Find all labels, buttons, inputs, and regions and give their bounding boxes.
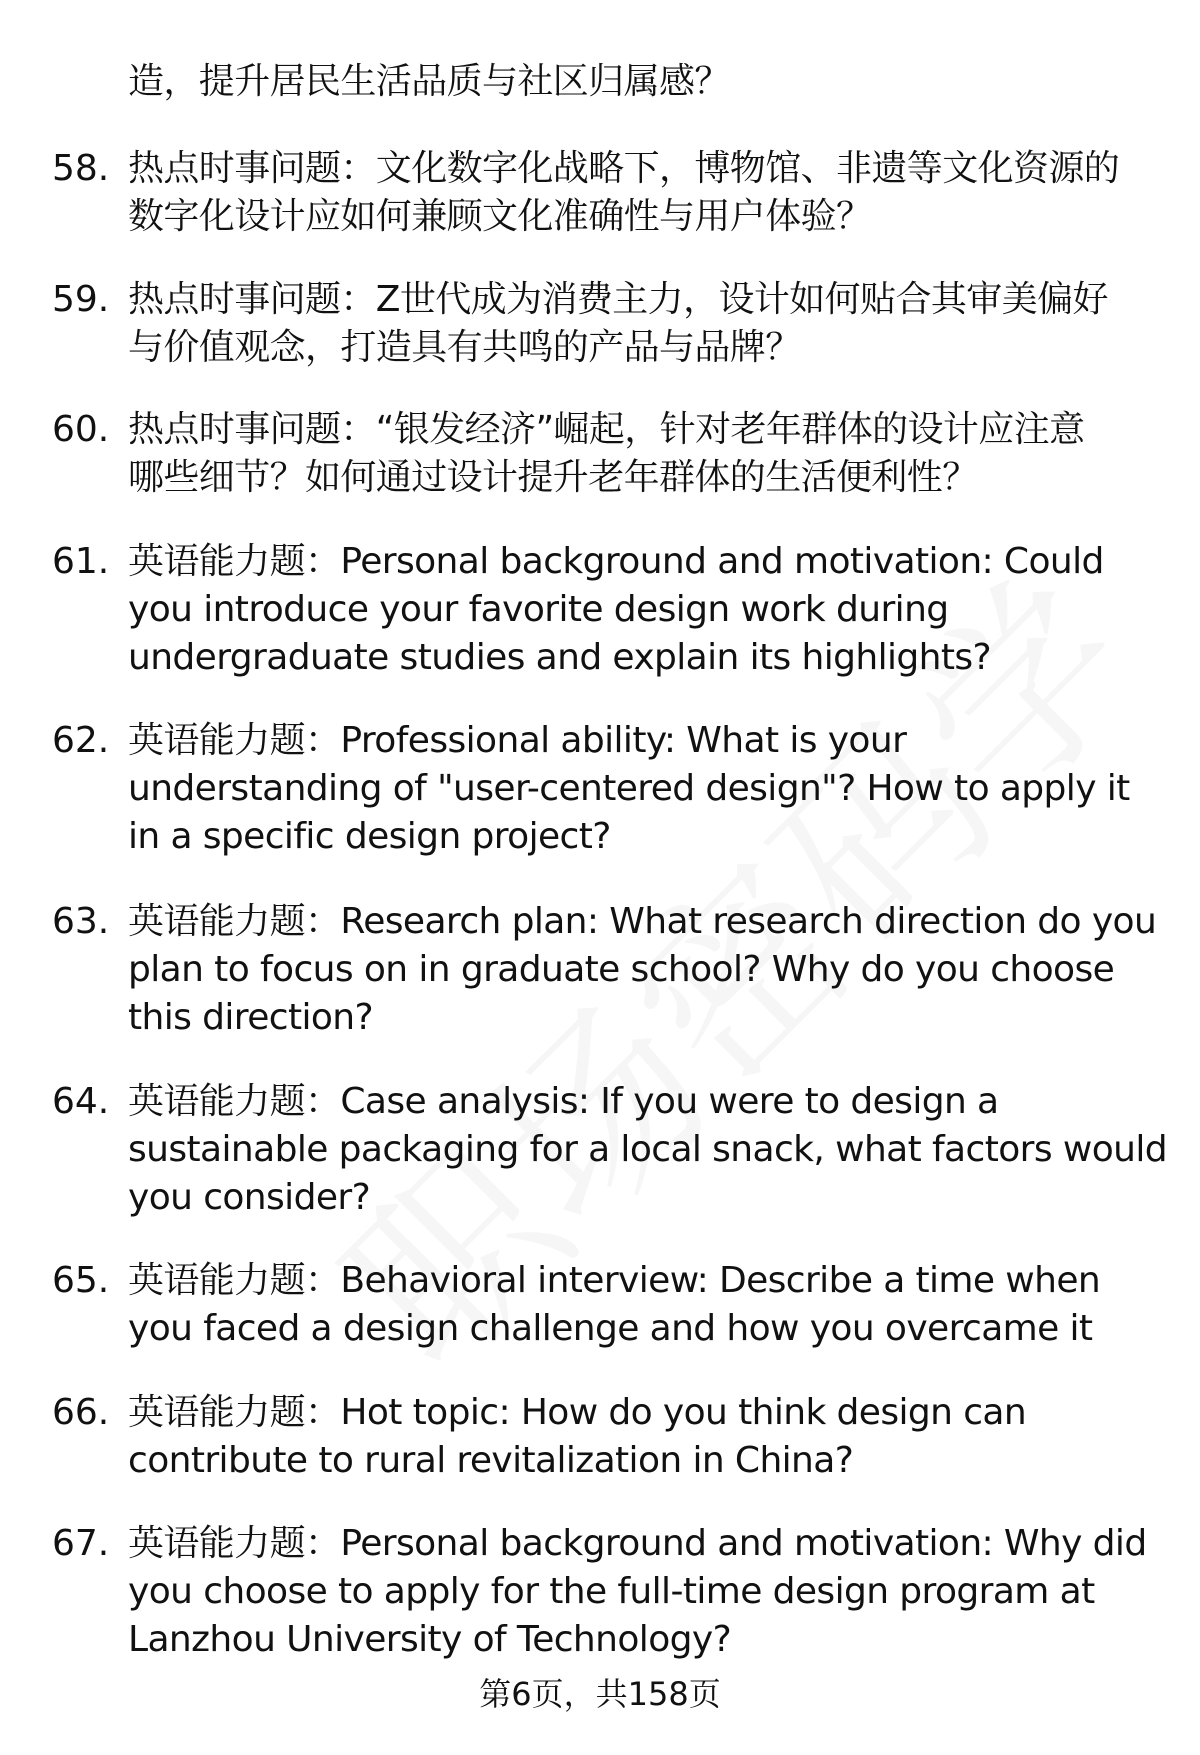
- line: 英语能力题：Behavioral interview: Describe a time when: [128, 1260, 1101, 1301]
- line: Lanzhou University of Technology?: [128, 1619, 732, 1660]
- question-text: [128, 1520, 1147, 1664]
- line: 与价值观念，打造具有共鸣的产品与品牌？: [128, 327, 801, 368]
- question-number: 64.: [52, 1081, 110, 1122]
- line: you faced a design challenge and how you overcame it: [128, 1308, 1093, 1349]
- line: you introduce your favorite design work during: [128, 589, 949, 630]
- line: contribute to rural revitalization in China?: [128, 1440, 854, 1481]
- question-text: [128, 406, 1085, 502]
- question-number: 65.: [52, 1260, 110, 1301]
- question-text: [128, 276, 1108, 372]
- line: 英语能力题：Research plan: What research direction do you: [128, 901, 1157, 942]
- question-text: [128, 898, 1156, 1042]
- question-number: 62.: [52, 720, 110, 761]
- line: sustainable packaging for a local snack, what factors would: [128, 1129, 1167, 1170]
- line: you choose to apply for the full-time design program at: [128, 1571, 1095, 1612]
- question-number: 63.: [52, 901, 110, 942]
- line: you consider?: [128, 1177, 371, 1218]
- line: 英语能力题：Professional ability: What is your: [128, 720, 907, 761]
- line: 热点时事问题：“银发经济”崛起，针对老年群体的设计应注意: [128, 409, 1085, 450]
- line: in a specific design project?: [128, 816, 611, 857]
- question-number: 61.: [52, 541, 110, 582]
- line: understanding of "user-centered design"? How to apply it: [128, 768, 1130, 809]
- question-number: 59.: [52, 279, 110, 320]
- line: 英语能力题：Personal background and motivation: Why did: [128, 1523, 1147, 1564]
- line: 热点时事问题：Z世代成为消费主力，设计如何贴合其审美偏好: [128, 279, 1108, 320]
- line: 热点时事问题：文化数字化战略下，博物馆、非遗等文化资源的: [128, 148, 1120, 189]
- line: 哪些细节？如何通过设计提升老年群体的生活便利性？: [128, 457, 978, 498]
- page-number: 第6页，共158页: [479, 1675, 721, 1713]
- question-number: 58.: [52, 148, 110, 189]
- question-text: [128, 1078, 1167, 1222]
- line: undergraduate studies and explain its highlights?: [128, 637, 992, 678]
- line: 英语能力题：Hot topic: How do you think design can: [128, 1392, 1027, 1433]
- line: 造，提升居民生活品质与社区归属感？: [128, 61, 730, 102]
- question-text: [128, 1389, 1026, 1485]
- question-text: [128, 145, 1119, 241]
- line: plan to focus on in graduate school? Why do you choose: [128, 949, 1115, 990]
- question-number: 60.: [52, 409, 110, 450]
- line: 英语能力题：Case analysis: If you were to design a: [128, 1081, 999, 1122]
- question-number: 67.: [52, 1523, 110, 1564]
- question-text: [128, 1257, 1100, 1353]
- line: this direction?: [128, 997, 374, 1038]
- question-text: [128, 717, 1130, 861]
- line: 数字化设计应如何兼顾文化准确性与用户体验？: [128, 196, 872, 237]
- line: 英语能力题：Personal background and motivation: Could: [128, 541, 1104, 582]
- question-number: 66.: [52, 1392, 110, 1433]
- question-text: [128, 538, 1104, 682]
